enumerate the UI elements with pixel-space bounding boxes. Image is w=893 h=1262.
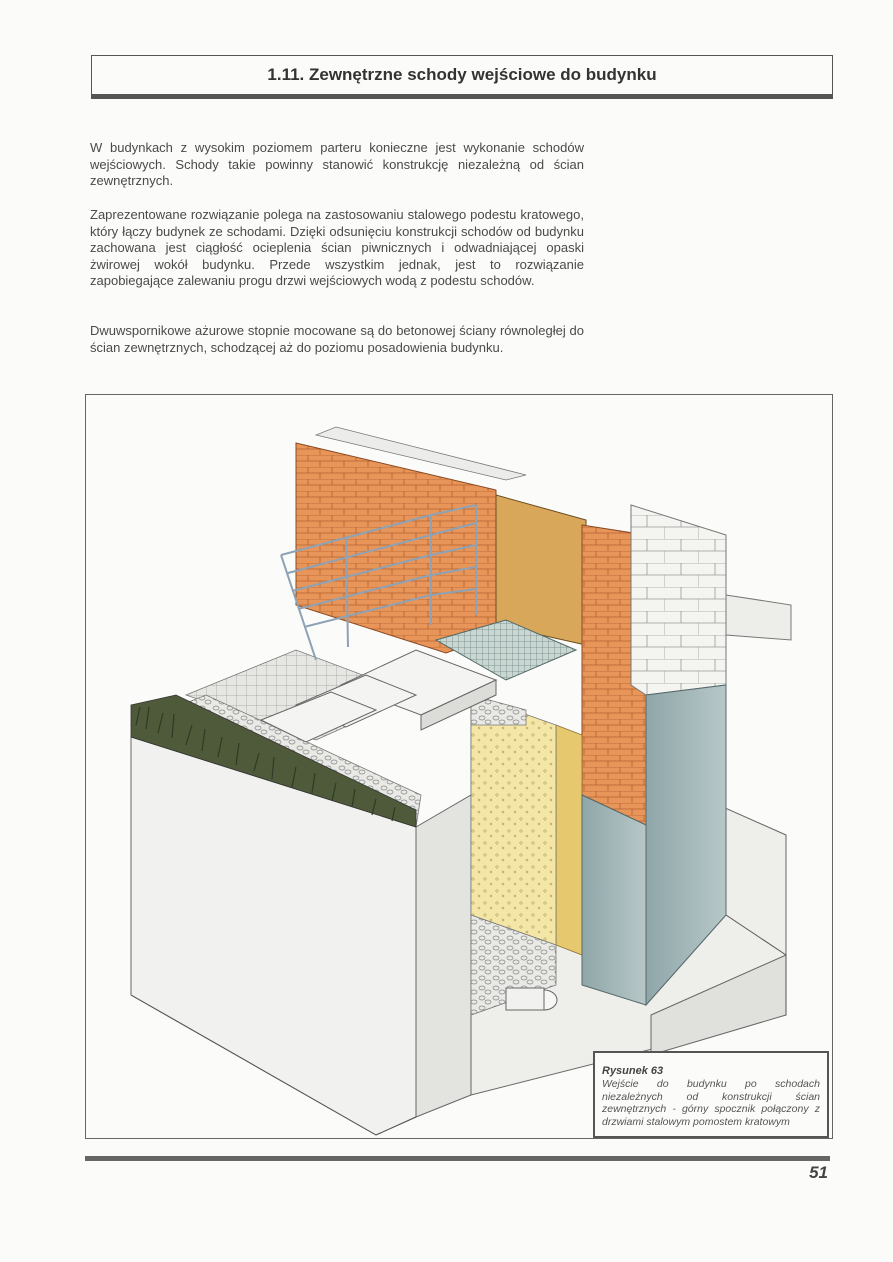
figure-caption-box — [593, 1051, 829, 1138]
paragraph-2: Zaprezentowane rozwiązanie polega na zastosowaniu stalowego podestu kratowego, który łączy budynek ze schodami. Dzięki odsunięciu konstrukcji schodów od budynku zachowana jest ciągłość ocieplenia ścian piwnicznych i odwadniającej opaski żwirowej wokół budynku. Przede wszystkim jednak, jest to rozwiązanie zapobiegające zalewaniu progu drzwi wejściowych wodą z podestu schodów. — [90, 207, 584, 288]
figure-caption-title: Rysunek 63 — [602, 1065, 664, 1077]
figure-caption-text: Wejście do budynku po schodach niezależnych od konstrukcji ścian zewnętrznych - górny spocznik połączony z drzwiami stalowym pomostem kratowym — [602, 1078, 820, 1128]
paragraph-3: Dwuwspornikowe ażurowe stopnie mocowane są do betonowej ściany równoległej do ścian zewnętrznych, schodzącej aż do poziomu posadowienia budynku. — [90, 323, 584, 355]
stairs-construction-illustration — [86, 395, 833, 1139]
page-title: 1.11. Zewnętrzne schody wejściowe do budynku — [267, 65, 657, 84]
paragraph-1: W budynkach z wysokim poziomem parteru konieczne jest wykonanie schodów wejściowych. Schody takie powinny stanowić konstrukcję niezależną od ścian zewnętrznych. — [90, 140, 584, 188]
page-number: 51 — [809, 1163, 828, 1182]
footer-rule — [85, 1156, 830, 1161]
figure-frame — [85, 394, 833, 1139]
